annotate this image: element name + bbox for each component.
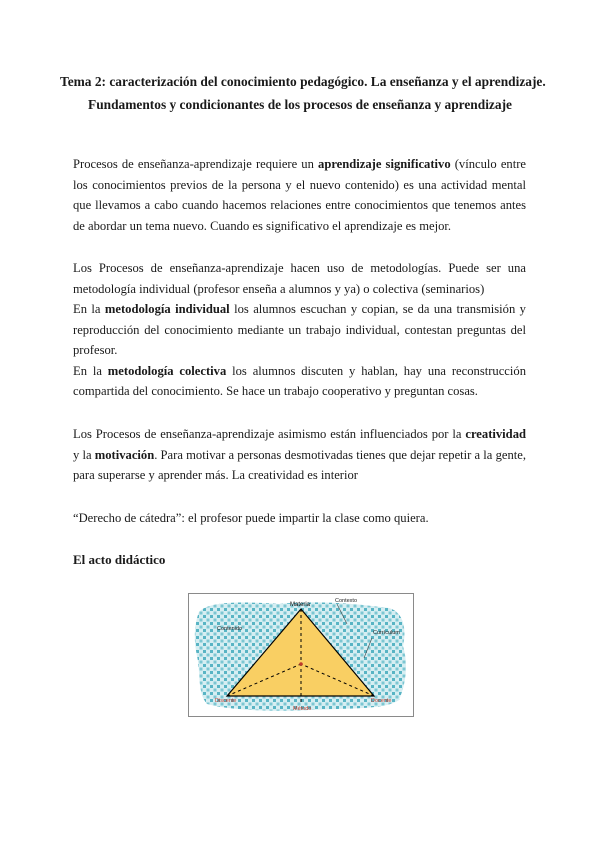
label-materia: Materia [290, 602, 311, 608]
label-contenido: Contenido [217, 626, 243, 632]
paragraph-text: Los Procesos de enseñanza-aprendizaje asimismo están influenciados por la [73, 427, 466, 441]
paragraph-metodologias [73, 258, 526, 402]
bold-term: motivación [94, 447, 155, 462]
paragraph-text: los alumnos escuchan y copian, se da una transmisión y reproducción del conocimiento mediante un trabajo individual, contestan preguntas del profesor. [73, 302, 526, 357]
title-line-2: Fundamentos y condicionantes de los procesos de enseñanza y aprendizaje [88, 97, 512, 112]
document-title [60, 70, 546, 116]
paragraph-line [73, 299, 526, 361]
paragraph-creatividad-motivacion [73, 424, 526, 486]
label-curriculum: Currículum [373, 630, 400, 636]
label-discente: Discente [215, 698, 237, 704]
paragraph-text: . Para motivar a personas desmotivadas tienes que dejar repetir a la gente, para superarse y aprender más. La creatividad es interior [73, 447, 526, 482]
paragraph-text: (vínculo entre los conocimientos previos de la persona y el nuevo contenido) es una actividad mental que llevamos a cabo cuando hacemos relaciones entre conocimientos que tenemos antes de abordar un tema nuevo. Cuando es significativo el aprendizaje es mejor. [73, 157, 526, 233]
bold-term: creatividad [465, 427, 526, 441]
acto-didactico-diagram [188, 593, 414, 717]
bold-term: metodología colectiva [107, 363, 227, 378]
title-line-1: Tema 2: caracterización del conocimiento pedagógico. La enseñanza y el aprendizaje. [60, 74, 546, 89]
center-dot [299, 662, 303, 666]
bold-term: metodología individual [104, 302, 230, 316]
label-contexto: Contexto [335, 598, 358, 604]
paragraph-aprendizaje-significativo [73, 154, 526, 236]
paragraph-text: Procesos de enseñanza-aprendizaje requiere un [73, 157, 319, 171]
label-metodo: Método [293, 706, 312, 712]
paragraph-text: En la [73, 302, 105, 316]
paragraph-text: y la [73, 447, 95, 462]
paragraph-line: Los Procesos de enseñanza-aprendizaje hacen uso de metodologías. Puede ser una metodología individual (profesor enseña a alumnos y ya) o colectiva (seminarios) [73, 261, 526, 296]
paragraph-text: En la [73, 363, 108, 378]
label-docente: Docente [371, 698, 392, 704]
paragraph-derecho-catedra: “Derecho de cátedra”: el profesor puede impartir la clase como quiera. [73, 511, 429, 525]
paragraph-text: los alumnos discuten y hablan, hay una reconstrucción compartida del conocimiento. Se hace un trabajo cooperativo y preguntan cosas. [73, 363, 526, 398]
paragraph-line [73, 361, 526, 402]
section-heading: El acto didáctico [73, 552, 166, 567]
bold-term: aprendizaje significativo [318, 157, 451, 171]
diagram-svg [189, 594, 413, 716]
